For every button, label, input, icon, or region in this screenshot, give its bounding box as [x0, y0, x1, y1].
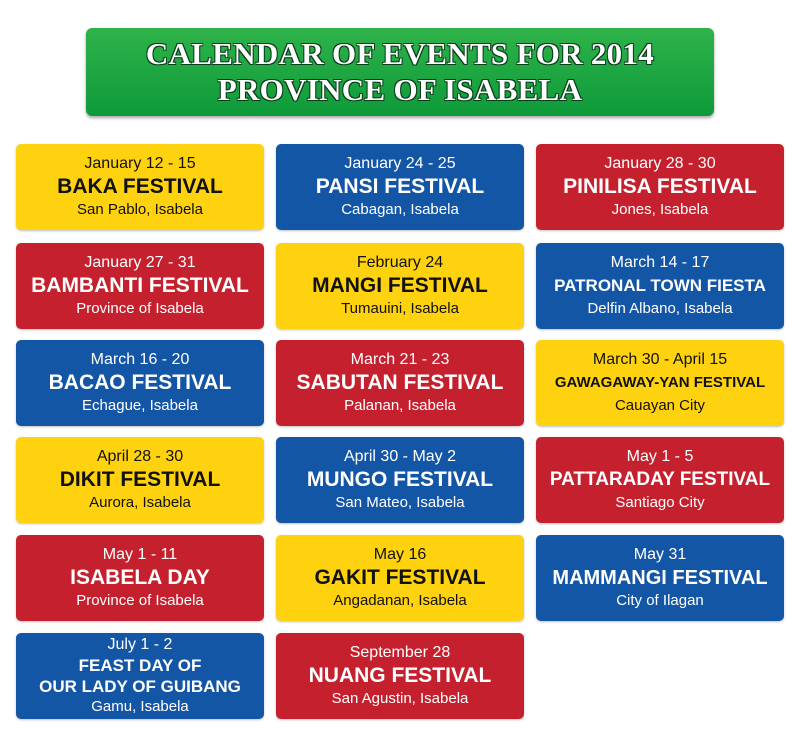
event-card-nuang [276, 633, 524, 719]
event-date: January 24 - 25 [344, 155, 456, 172]
event-date: April 30 - May 2 [343, 448, 457, 465]
event-card-gakit [276, 535, 524, 621]
event-date: March 16 - 20 [90, 351, 190, 368]
event-name: BAKA FESTIVAL [57, 175, 223, 198]
event-location: Province of Isabela [76, 300, 204, 317]
event-location: Cabagan, Isabela [341, 201, 459, 218]
event-card-dikit [16, 437, 264, 523]
event-name: BACAO FESTIVAL [48, 371, 232, 394]
event-date: July 1 - 2 [107, 636, 173, 653]
event-card-pansi [276, 144, 524, 230]
event-location: Gamu, Isabela [91, 698, 189, 715]
event-name: GAWAGAWAY-YAN FESTIVAL [554, 374, 766, 391]
event-name: GAKIT FESTIVAL [314, 566, 486, 589]
page-title: CALENDAR OF EVENTS FOR 2014 [145, 36, 655, 71]
event-location: Tumauini, Isabela [341, 300, 459, 317]
event-name: PANSI FESTIVAL [315, 175, 485, 198]
event-location: Province of Isabela [76, 592, 204, 609]
event-name: MAMMANGI FESTIVAL [552, 567, 768, 589]
event-card-bambanti [16, 243, 264, 329]
event-date: September 28 [349, 644, 451, 661]
event-date: January 12 - 15 [84, 155, 196, 172]
event-date: May 1 - 11 [102, 546, 178, 563]
event-date: May 1 - 5 [626, 448, 694, 465]
event-card-mungo [276, 437, 524, 523]
event-name: NUANG FESTIVAL [308, 664, 492, 687]
event-name: PINILISA FESTIVAL [563, 175, 757, 198]
event-location: Echague, Isabela [82, 397, 198, 414]
event-card-isabela-day [16, 535, 264, 621]
event-date: March 21 - 23 [350, 351, 450, 368]
event-name: PATRONAL TOWN FIESTA [554, 276, 766, 295]
event-date: February 24 [356, 254, 444, 271]
event-card-mammangi [536, 535, 784, 621]
event-name: SABUTAN FESTIVAL [296, 371, 504, 394]
event-location: City of Ilagan [616, 592, 704, 609]
event-date: May 31 [633, 546, 687, 563]
event-card-patronal [536, 243, 784, 329]
event-date: March 30 - April 15 [592, 351, 728, 368]
event-name: PATTARADAY FESTIVAL [549, 469, 771, 490]
event-card-pattaraday [536, 437, 784, 523]
event-card-pinilisa [536, 144, 784, 230]
event-location: San Agustin, Isabela [331, 690, 469, 707]
event-location: Santiago City [615, 494, 705, 511]
event-date: January 28 - 30 [604, 155, 716, 172]
event-location: Palanan, Isabela [344, 397, 456, 414]
event-location: Angadanan, Isabela [333, 592, 467, 609]
event-location: Jones, Isabela [611, 201, 709, 218]
event-card-mangi [276, 243, 524, 329]
event-card-gawagaway-yan [536, 340, 784, 426]
event-card-bacao [16, 340, 264, 426]
event-location: San Mateo, Isabela [335, 494, 465, 511]
event-card-baka [16, 144, 264, 230]
event-name: MUNGO FESTIVAL [306, 468, 494, 491]
page-subtitle: PROVINCE OF ISABELA [217, 72, 583, 107]
event-name: MANGI FESTIVAL [312, 274, 488, 297]
event-card-sabutan [276, 340, 524, 426]
event-date: March 14 - 17 [610, 254, 710, 271]
event-name-line2: OUR LADY OF GUIBANG [39, 677, 241, 696]
event-name: FEAST DAY OF [78, 656, 202, 675]
event-date: April 28 - 30 [96, 448, 184, 465]
event-name: DIKIT FESTIVAL [59, 468, 221, 491]
event-date: May 16 [373, 546, 427, 563]
event-card-feast-day [16, 633, 264, 719]
event-location: Delfin Albano, Isabela [587, 300, 733, 317]
event-name: ISABELA DAY [70, 566, 210, 589]
event-location: Cauayan City [614, 397, 706, 414]
event-name: BAMBANTI FESTIVAL [31, 274, 249, 297]
event-location: San Pablo, Isabela [77, 201, 203, 218]
event-location: Aurora, Isabela [89, 494, 191, 511]
event-date: January 27 - 31 [84, 254, 196, 271]
